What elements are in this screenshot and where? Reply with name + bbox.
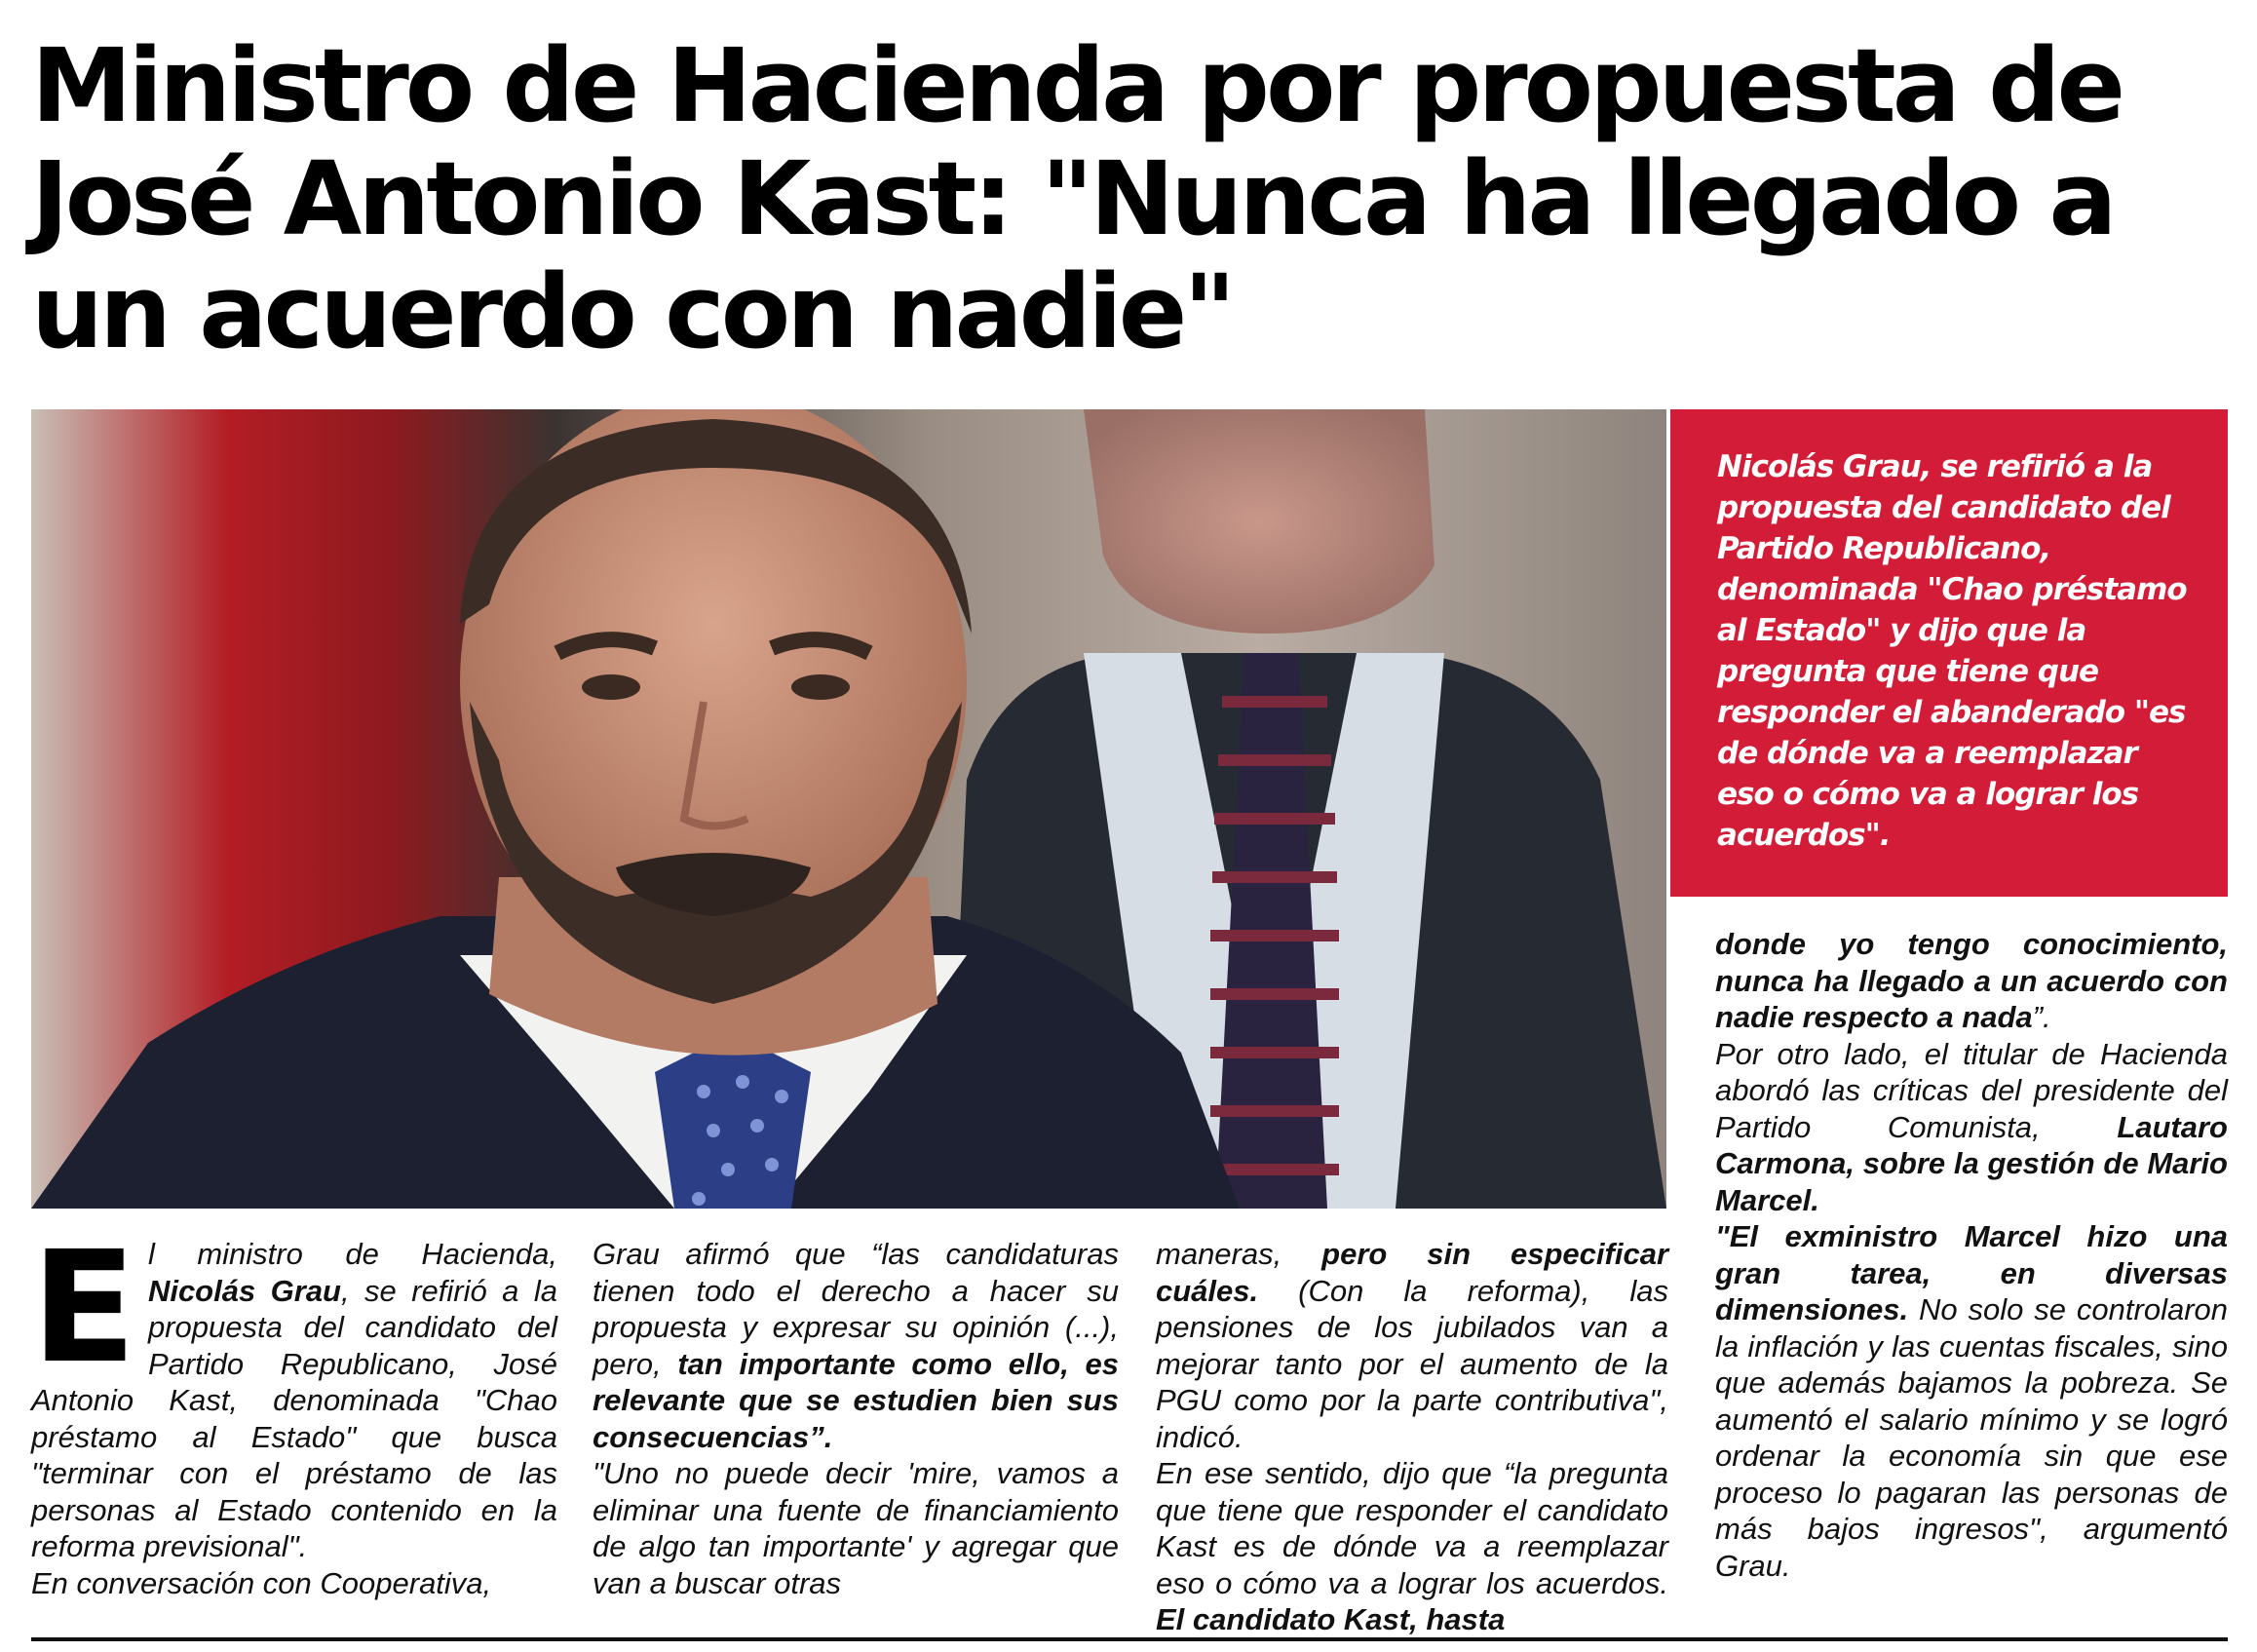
article-column-4: [1715, 926, 2228, 1584]
article-column-1: [31, 1218, 557, 1601]
bottom-rule: [31, 1637, 2228, 1641]
pull-quote-text: Nicolás Grau, se refirió a la propuesta del candidato del Partido Republicano, denominada "Chao préstamo al Estado" y dijo que la pregunta que tiene que responder el abanderado "es de dónde va a reemplazar eso o cómo va a lograr los acuerdos".: [1717, 449, 2187, 853]
col4-paragraph-3: "El exministro Marcel hizo una gran tarea, en diversas dimensiones. No solo se controlaron la inflación y las cuentas fiscales, sino que además bajamos la pobreza. Se aumentó el salario mínimo y se logró ordenar la economía sin que ese proceso lo pagaran las personas de más bajos ingresos", argumentó Grau.: [1715, 1219, 2228, 1583]
article-column-3: [1156, 1236, 1668, 1638]
article-column-2: [593, 1236, 1119, 1601]
col2-paragraph-1: Grau afirmó que “las candidaturas tienen todo el derecho a hacer su propuesta y expresar su opinión (...), pero, tan importante como ello, es relevante que se estudien bien sus consecuencias”.: [593, 1237, 1119, 1454]
pull-quote-box: [1670, 409, 2228, 897]
col1-paragraph-1: l ministro de Hacienda, Nicolás Grau, se refirió a la propuesta del candidato del Partido Republicano, José Antonio Kast, denominada "Chao préstamo al Estado" que busca "terminar con el préstamo de las personas al Estado contenido en la reforma previsional".: [31, 1237, 557, 1563]
photo-illustration: [31, 409, 1666, 1209]
col2-paragraph-2: "Uno no puede decir 'mire, vamos a eliminar una fuente de financiamiento de algo tan importante' y agregar que van a buscar otras: [593, 1456, 1119, 1600]
drop-cap: E: [31, 1218, 136, 1398]
col3-paragraph-1: maneras, pero sin especificar cuáles. (Con la reforma), las pensiones de los jubilados van a mejorar tanto por el aumento de la PGU como por la parte contributiva", indicó.: [1156, 1237, 1669, 1454]
col3-paragraph-2: En ese sentido, dijo que “la pregunta que tiene que responder el candidato Kast es de dónde va a reemplazar eso o cómo va a lograr los acuerdos. El candidato Kast, hasta: [1156, 1456, 1668, 1636]
news-photo: [31, 409, 1666, 1209]
col4-paragraph-2: Por otro lado, el titular de Hacienda abordó las críticas del presidente del Partido Comunista, Lautaro Carmona, sobre la gestión de Mario Marcel.: [1715, 1036, 2228, 1217]
col1-paragraph-2: En conversación con Cooperativa,: [31, 1565, 492, 1600]
col4-paragraph-1: donde yo tengo conocimiento, nunca ha llegado a un acuerdo con nadie respecto a nada”.: [1715, 927, 2228, 1034]
headline: Ministro de Hacienda por propuesta de José Antonio Kast: "Nunca ha llegado a un acuerdo con nadie": [31, 26, 2123, 371]
